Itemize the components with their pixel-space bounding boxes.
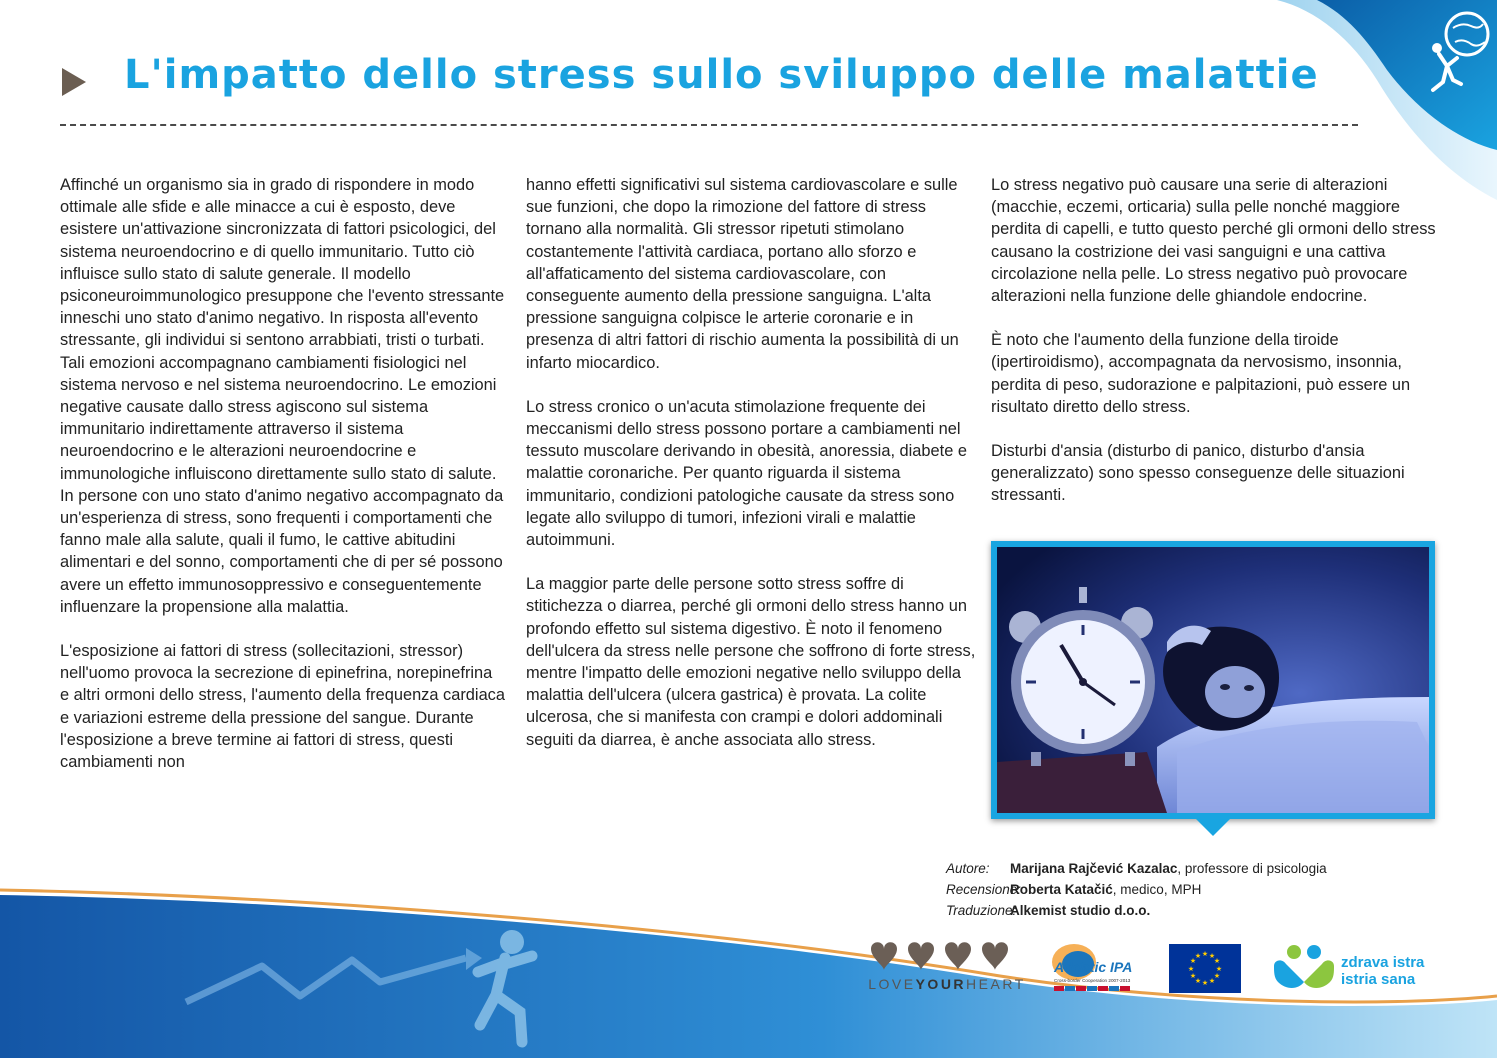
- paragraph: Affinché un organismo sia in grado di rispondere in modo ottimale alle sfide e alle minacce a cui è esposto, deve esistere un'attivazione sincronizzata di fattori psicologici, del sistema neuroendocrino e di quello immunitario. Tutto ciò influisce sullo stato di salute generale. Il modello psiconeuroimmunologico presuppone che l'evento stressante inneschi uno stato d'animo negativo. In risposta all'evento stressante, gli individui si sentono arrabbiati, tristi o turbati. Tali emozioni accompagnano cambiamenti fisiologici nel sistema nervoso e nel sistema neuroendocrino. Le emozioni negative causate dallo stress agiscono sul sistema immunitario indirettamente attraverso il sistema neuroendocrino e le alterazioni neuroendocrine e immunologiche influiscono direttamente sullo stato di salute. In persone con uno stato d'animo negativo accompagnato da un'esperienza di stress, sono frequenti i comportamenti che fanno male alla salute, quali il fumo, le cattive abitudini alimentari e del sonno, comportamenti che di per sé possono avere un effetto immunosoppressivo e conseguentemente influenzare la propensione alla malattia.: [60, 176, 505, 616]
- credit-role: , professore di psicologia: [1177, 861, 1327, 876]
- svg-text:★: ★: [1208, 952, 1216, 960]
- insomnia-photo: [991, 541, 1435, 819]
- text-column-1: [60, 174, 505, 795]
- text-column-3: [991, 174, 1441, 529]
- zdrava-istra-hearts-icon: [1268, 942, 1338, 994]
- zdrava-istra-logo: [1268, 942, 1458, 994]
- credit-role: , medico, MPH: [1112, 882, 1202, 897]
- credit-name: Alkemist studio d.o.o.: [1010, 903, 1151, 918]
- credit-label: Recensione:: [946, 882, 1022, 897]
- text-column-2: [526, 174, 976, 773]
- svg-text:★: ★: [1189, 972, 1197, 980]
- zi-wordmark: [1341, 954, 1424, 988]
- paragraph: È noto che l'aumento della funzione della tiroide (ipertiroidismo), accompagnata da nervosismo, insonnia, perdita di peso, sudorazione e palpitazioni, può essere un risultato diretto dello stress.: [991, 331, 1411, 416]
- credit-label: Autore:: [946, 861, 990, 876]
- svg-text:★: ★: [1215, 965, 1223, 973]
- svg-text:★: ★: [1213, 957, 1221, 965]
- eu-flag-logo: [1169, 944, 1241, 993]
- zi-line2: istria sana: [1341, 971, 1416, 988]
- svg-text:★: ★: [1213, 972, 1221, 980]
- svg-text:★: ★: [1189, 957, 1197, 965]
- title-play-icon: [62, 68, 86, 96]
- paragraph: Lo stress cronico o un'acuta stimolazione frequente dei meccanismi dello stress possono portare a cambiamenti nel tessuto muscolare derivando in obesità, anoressia, diabete e malattie coronariche. Per quanto riguarda il sistema immunitario, condizioni patologiche causate da stress sono legate allo sviluppo di tumori, infezioni virali e malattie autoimmuni.: [526, 397, 967, 550]
- lyh-heart: HEART: [966, 976, 1026, 992]
- lyh-love: LOVE: [868, 976, 916, 992]
- credit-name: Marijana Rajčević Kazalac: [1010, 861, 1178, 876]
- adriatic-ipa-logo: [1048, 940, 1144, 996]
- paragraph: L'esposizione ai fattori di stress (sollecitazioni, stressor) nell'uomo provoca la secrezione di epinefrina, norepinefrina e altri ormoni dello stress, l'aumento della frequenza cardiaca e variazioni estreme della pressione del sangue. Durante l'esposizione a breve termine ai fattori di stress, questi cambiamenti non: [60, 642, 505, 772]
- hearts-icon: [862, 940, 1032, 974]
- paragraph: Lo stress negativo può causare una serie di alterazioni (macchie, eczemi, orticaria) sulla pelle nonché maggiore perdita di capelli, e tutto questo perché gli ormoni dello stress causano la costrizione dei vasi sanguigni e una cattiva circolazione nella pelle. Lo stress negativo può provocare alterazioni nella funzione delle ghiandole endocrine.: [991, 176, 1436, 306]
- svg-text:★: ★: [1201, 950, 1209, 958]
- svg-text:★: ★: [1201, 979, 1209, 987]
- adriatic-sub: Cross-border Cooperation 2007-2013: [1054, 978, 1131, 983]
- eu-stars-icon: [1169, 944, 1241, 993]
- title-divider: [60, 124, 1358, 126]
- lyh-your: YOUR: [915, 976, 967, 992]
- photo-pointer: [1196, 819, 1230, 836]
- paragraph: hanno effetti significativi sul sistema cardiovascolare e sulle sue funzioni, che dopo la rimozione del fattore di stress tornano alla normalità. Gli stressor ripetuti stimolano costantemente l'attività cardiaca, portano allo sforzo e all'affaticamento del sistema cardiovascolare, con conseguente aumento della pressione sanguigna. L'alta pressione sanguigna colpisce le arterie coronarie e in presenza di altri fattori di rischio aumenta la possibilità di un infarto miocardico.: [526, 176, 959, 372]
- credit-name: Roberta Katačić: [1010, 882, 1113, 897]
- flags-icon: [1054, 986, 1130, 991]
- lyh-wordmark: [862, 976, 1032, 992]
- svg-text:★: ★: [1194, 977, 1202, 985]
- paragraph: Disturbi d'ansia (disturbo di panico, disturbo d'ansia generalizzato) sono spesso conseguenze delle situazioni stressanti.: [991, 442, 1405, 505]
- credit-label: Traduzione:: [946, 903, 1017, 918]
- page-title: L'impatto dello stress sullo sviluppo delle malattie: [124, 52, 1319, 98]
- zi-line1: zdrava istra: [1341, 954, 1425, 971]
- paragraph: La maggior parte delle persone sotto stress soffre di stitichezza o diarrea, perché gli ormoni dello stress hanno un profondo effetto sul sistema digestivo. È noto il fenomeno dell'ulcera da stress nelle persone che soffrono di forte stress, mentre l'impatto delle emozioni negative nello sviluppo della malattia dell'ulcera (ulcera gastrica) è provata. La colite ulcerosa, che si manifesta con crampi e dolori addominali seguiti da diarrea, è anche associata allo stress.: [526, 575, 976, 749]
- svg-text:★: ★: [1194, 952, 1202, 960]
- corner-emblem: [1257, 0, 1497, 200]
- adriatic-name: Adriatic IPA: [1054, 959, 1133, 975]
- love-your-heart-logo: [862, 940, 1032, 996]
- svg-text:★: ★: [1208, 977, 1216, 985]
- svg-text:★: ★: [1187, 965, 1195, 973]
